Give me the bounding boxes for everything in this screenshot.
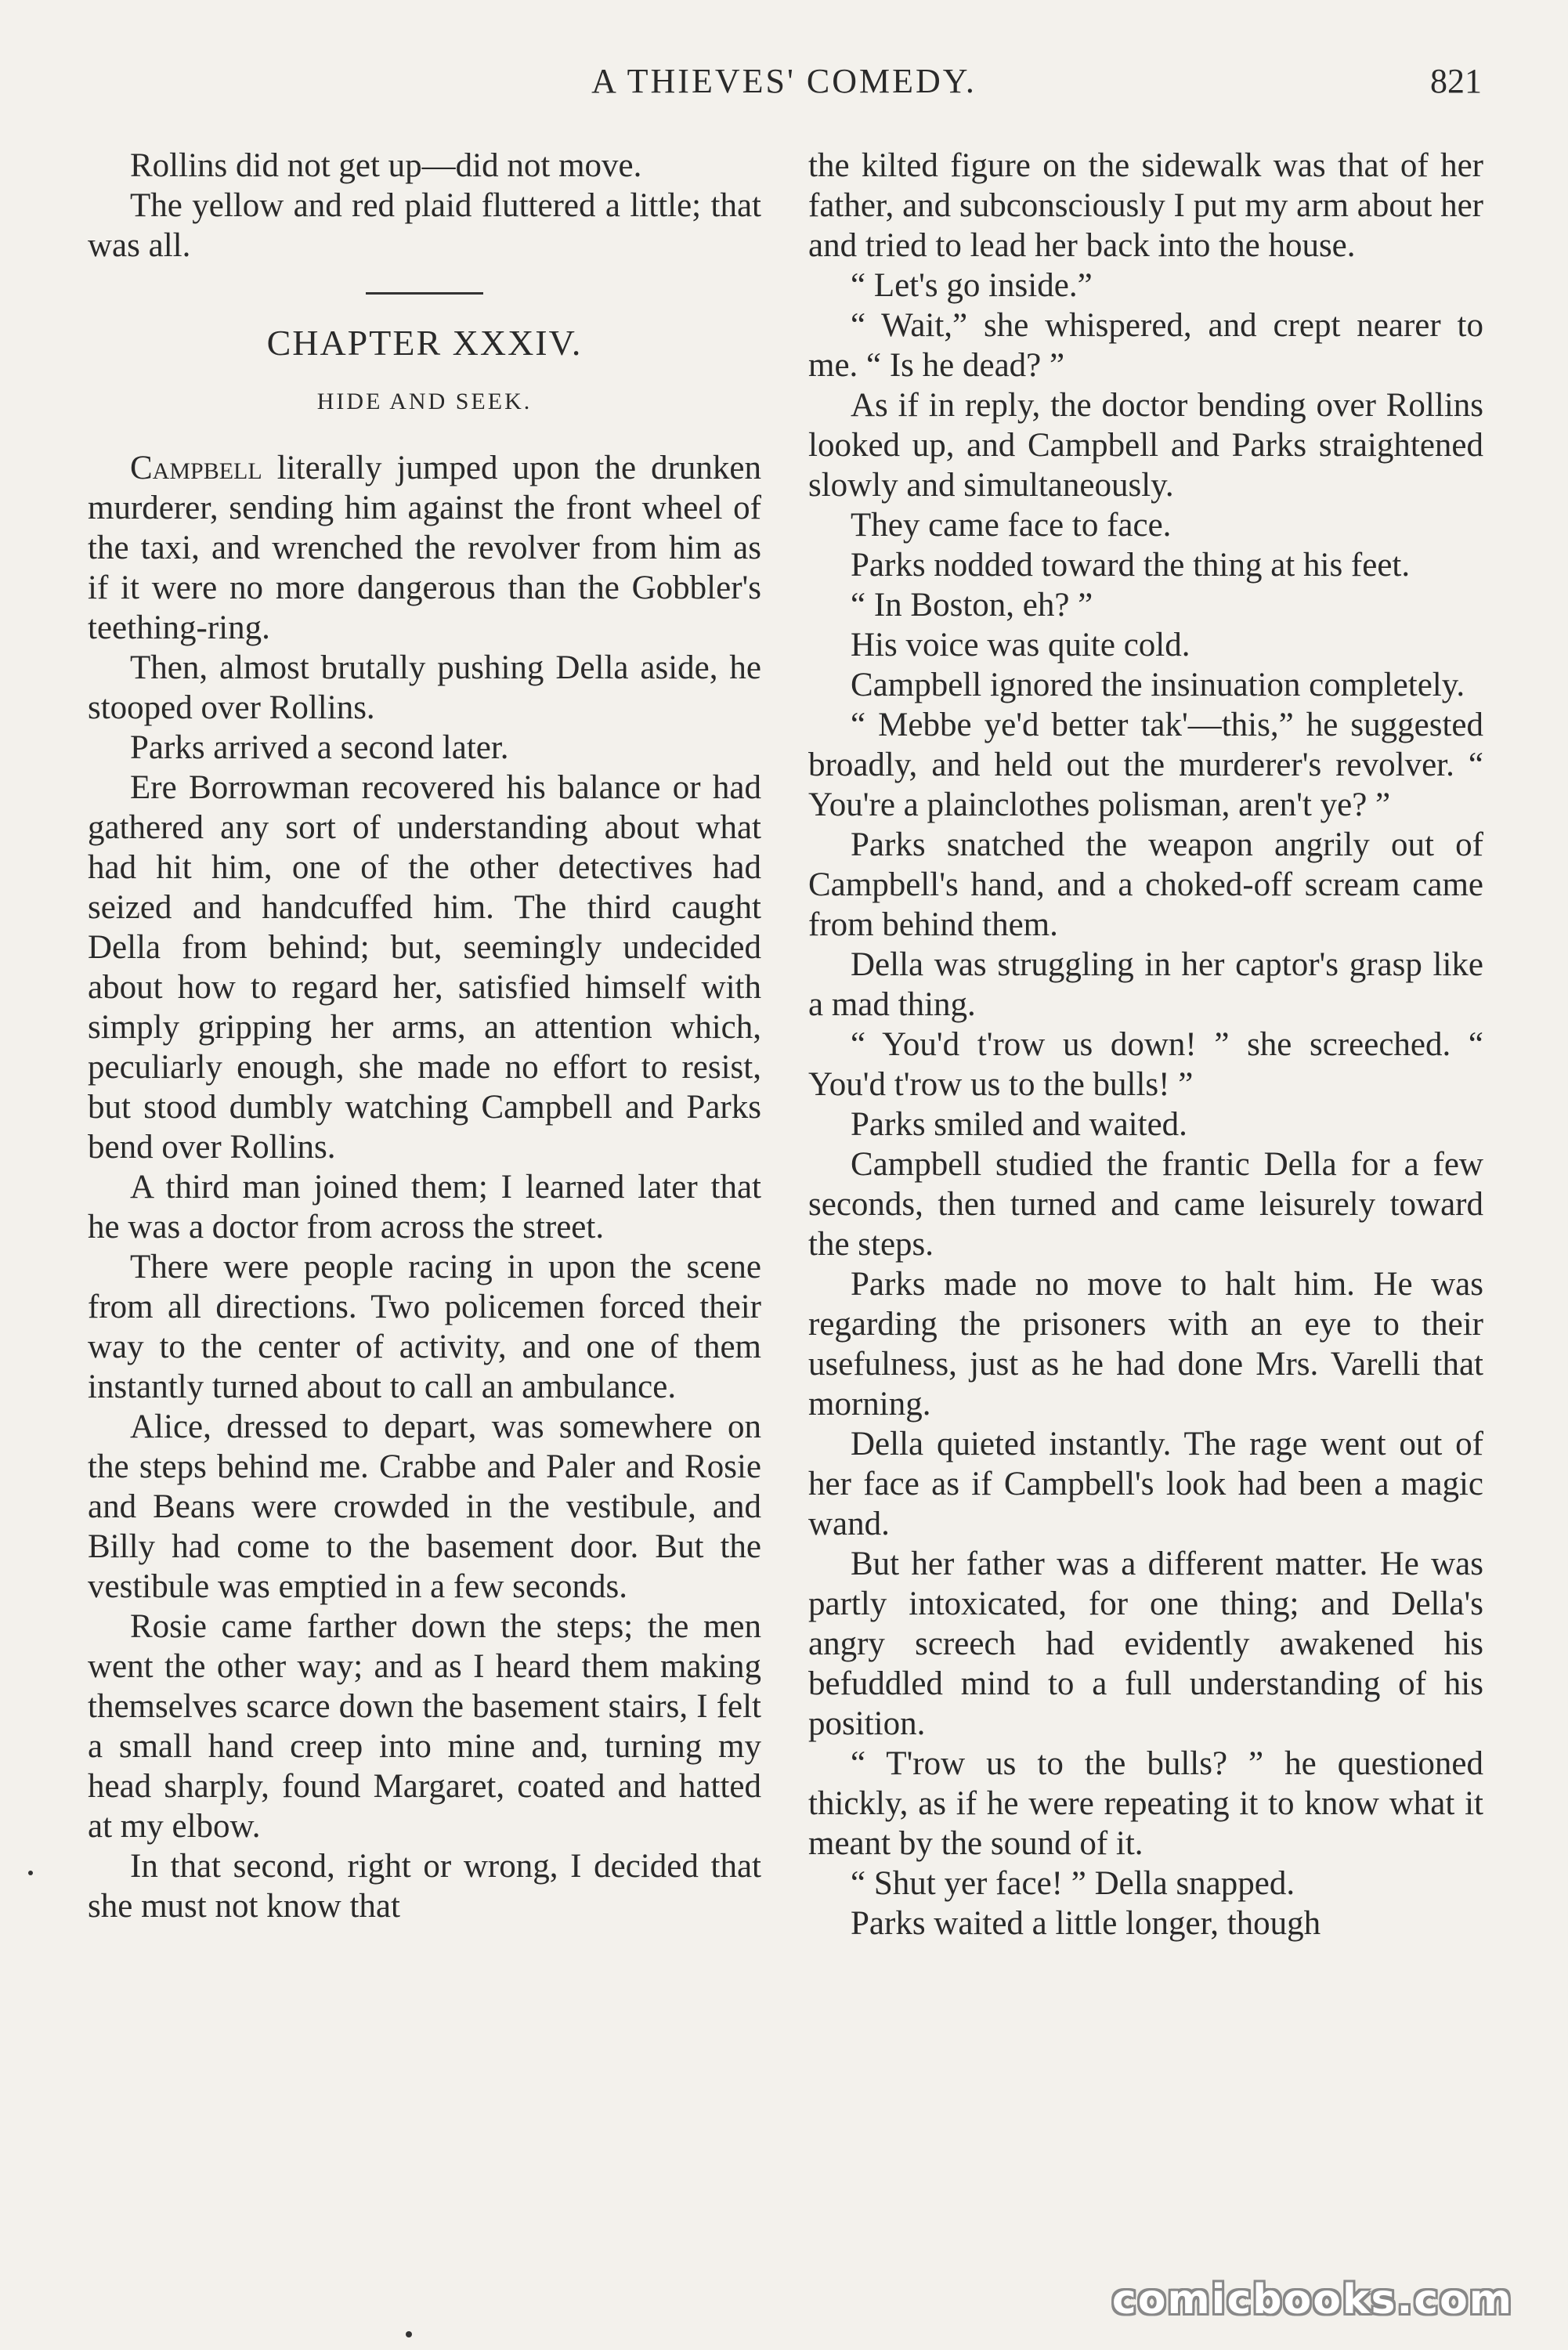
paragraph: “ Shut yer face! ” Della snapped. — [851, 1865, 1295, 1902]
paragraph: Parks waited a little longer, though — [851, 1905, 1321, 1942]
paragraph: Della quieted instantly. The rage went out of her face as if Campbell's look had been a magic wand. — [808, 1426, 1483, 1542]
drop-lead-word: Campbell — [130, 450, 262, 486]
paragraph: Then, almost brutally pushing Della aside, he stooped over Rollins. — [88, 649, 761, 726]
paragraph: “ In Boston, eh? ” — [851, 587, 1093, 624]
watermark: comicbooks.com — [1111, 2276, 1513, 2323]
paragraph: Parks smiled and waited. — [851, 1106, 1187, 1143]
print-speck — [28, 1871, 33, 1875]
paragraph — [88, 448, 761, 648]
paragraph: “ Mebbe ye'd better tak'—this,” he suggested broadly, and held out the murderer's revolver. “ You're a plainclothes polisman, aren't ye? ” — [808, 707, 1483, 823]
paragraph: “ T'row us to the bulls? ” he questioned thickly, as if he were repeating it to know what it meant by the sound of it. — [808, 1745, 1483, 1862]
paragraph: Rosie came farther down the steps; the men went the other way; and as I heard them making themselves scarce down the basement stairs, I felt a small hand creep into mine and, turning my head sharply, found Margaret, coated and hatted at my elbow. — [88, 1608, 761, 1845]
left-column — [88, 146, 761, 1926]
paragraph: But her father was a different matter. He was partly intoxicated, for one thing; and Della's angry screech had evidently awakened his befuddled mind to a full understanding of his position. — [808, 1546, 1483, 1742]
page-header — [0, 61, 1568, 116]
paragraph: Campbell ignored the insinuation completely. — [851, 667, 1465, 703]
paragraph: In that second, right or wrong, I decided that she must not know that — [88, 1848, 761, 1925]
paragraph: A third man joined them; I learned later that he was a doctor from across the street. — [88, 1169, 761, 1246]
paragraph: Parks nodded toward the thing at his feet. — [851, 547, 1411, 584]
paragraph: “ You'd t'row us down! ” she screeched. “ You'd t'row us to the bulls! ” — [808, 1026, 1483, 1103]
paragraph: Parks made no move to halt him. He was regarding the prisoners with an eye to their usefulness, just as he had done Mrs. Varelli that morning. — [808, 1266, 1483, 1423]
paragraph: Parks snatched the weapon angrily out of Campbell's hand, and a choked-off scream came from behind them. — [808, 826, 1483, 943]
page-number: 821 — [1430, 62, 1482, 100]
paragraph: “ Wait,” she whispered, and crept nearer to me. “ Is he dead? ” — [808, 307, 1483, 384]
paragraph: They came face to face. — [851, 507, 1172, 544]
paragraph: “ Let's go inside.” — [851, 267, 1093, 304]
paragraph: Alice, dressed to depart, was somewhere on the steps behind me. Crabbe and Paler and Rosie and Beans were crowded in the vestibule, and Billy had come to the basement door. But the vestibule was emptied in a few seconds. — [88, 1408, 761, 1605]
paragraph: The yellow and red plaid fluttered a little; that was all. — [88, 187, 761, 264]
paragraph: Parks arrived a second later. — [130, 729, 509, 766]
paragraph: As if in reply, the doctor bending over Rollins looked up, and Campbell and Parks straightened slowly and simultaneously. — [808, 387, 1483, 504]
section-divider — [366, 292, 483, 295]
paragraph: There were people racing in upon the scene from all directions. Two policemen forced their way to the center of activity, and one of them instantly turned about to call an ambulance. — [88, 1249, 761, 1405]
paragraph: His voice was quite cold. — [851, 627, 1190, 663]
chapter-title: CHAPTER XXXIV. — [266, 323, 583, 363]
paragraph: Della was struggling in her captor's grasp like a mad thing. — [808, 946, 1483, 1023]
paragraph-text: literally jumped upon the drunken murderer, sending him against the front wheel of the taxi, and wrenched the revolver from him as if it were no more dangerous than the Gobbler's teething-ring. — [88, 450, 761, 646]
chapter-subtitle: HIDE AND SEEK. — [316, 389, 533, 414]
paragraph: Ere Borrowman recovered his balance or had gathered any sort of understanding about what had hit him, one of the other detectives had seized and handcuffed him. The third caught Della from behind; but, seemingly undecided about how to regard her, satisfied himself with simply gripping her arms, an attention which, peculiarly enough, she made no effort to resist, but stood dumbly watching Campbell and Parks bend over Rollins. — [88, 769, 761, 1166]
print-speck — [406, 2331, 412, 2337]
paragraph: the kilted figure on the sidewalk was that of her father, and subconsciously I put my arm about her and tried to lead her back into the house. — [808, 147, 1483, 264]
paragraph: Rollins did not get up—did not move. — [130, 147, 642, 184]
right-column — [808, 146, 1483, 1943]
paragraph: Campbell studied the frantic Della for a few seconds, then turned and came leisurely toward the steps. — [808, 1146, 1483, 1263]
running-title: A THIEVES' COMEDY. — [591, 62, 977, 100]
